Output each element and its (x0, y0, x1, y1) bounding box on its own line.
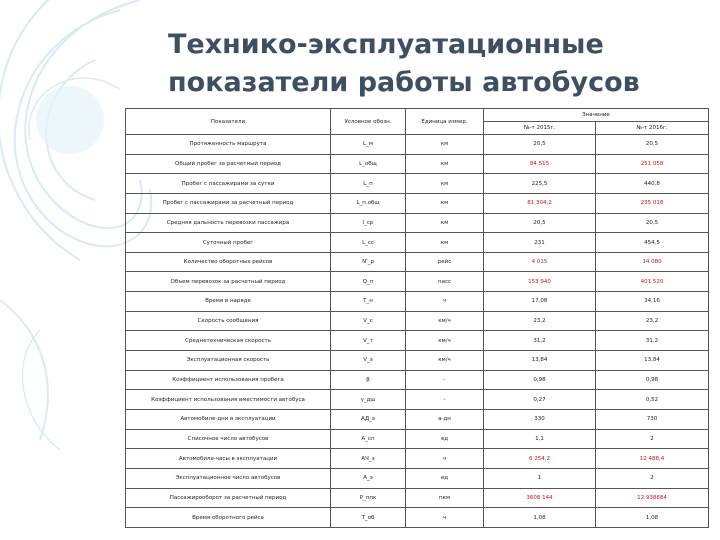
row-value-2016: 235 018 (596, 193, 709, 213)
row-unit: - (406, 370, 484, 390)
row-symbol: γ_дш (331, 390, 406, 410)
row-symbol: Т_об (331, 508, 406, 528)
table-row (126, 390, 709, 410)
row-indicator-label: Списочное число автобусов (126, 429, 331, 449)
row-value-2016: 251 058 (596, 154, 709, 174)
row-value-2016: 34,16 (596, 292, 709, 312)
row-unit: км/ч (406, 311, 484, 331)
row-symbol: АЧ_э (331, 449, 406, 469)
row-unit: км/ч (406, 331, 484, 351)
table-body (126, 135, 709, 528)
table-row (126, 409, 709, 429)
row-value-2016: 12 488,4 (596, 449, 709, 469)
row-indicator-label: Пробег с пассажирами за сутки (126, 174, 331, 194)
row-indicator-label: Средняя дальность перевозки пассажира (126, 213, 331, 233)
row-value-2015: 31,2 (484, 331, 596, 351)
slide-title: Технико-эксплуатационные показатели работы автобусов (168, 29, 640, 98)
row-value-2015: 231 (484, 233, 596, 253)
row-unit: а-дн (406, 409, 484, 429)
row-indicator-label: Пассажирооборот за расчетный период (126, 488, 331, 508)
row-unit: км (406, 213, 484, 233)
row-indicator-label: Время оборотного рейса (126, 508, 331, 528)
row-symbol: L_п.общ (331, 193, 406, 213)
row-symbol: V_т (331, 331, 406, 351)
table-row (126, 233, 709, 253)
row-value-2015: 1,1 (484, 429, 596, 449)
row-unit: км (406, 135, 484, 155)
row-value-2016: 401 520 (596, 272, 709, 292)
header-value: Значение (484, 109, 709, 122)
row-symbol: L_общ (331, 154, 406, 174)
row-symbol: АД_э (331, 409, 406, 429)
row-unit: км (406, 174, 484, 194)
header-year-1: №-т 2015г. (484, 122, 596, 135)
table-row (126, 311, 709, 331)
row-value-2016: 2 (596, 429, 709, 449)
row-value-2016: 20,5 (596, 213, 709, 233)
row-indicator-label: Пробег с пассажирами за расчетный период (126, 193, 331, 213)
table-row (126, 135, 709, 155)
row-symbol: V_э (331, 351, 406, 371)
row-symbol: L_сс (331, 233, 406, 253)
row-symbol: V_с (331, 311, 406, 331)
row-value-2016: 13,84 (596, 351, 709, 371)
row-value-2015: 1 (484, 468, 596, 488)
row-unit: км (406, 193, 484, 213)
table-row (126, 370, 709, 390)
row-unit: ч (406, 508, 484, 528)
row-unit: ч (406, 449, 484, 469)
row-indicator-label: Объем перевозок за расчетный период (126, 272, 331, 292)
row-indicator-label: Протяженность маршрута (126, 135, 331, 155)
table-row (126, 154, 709, 174)
table-row (126, 429, 709, 449)
row-indicator-label: Время в наряде (126, 292, 331, 312)
row-value-2015: 0,27 (484, 390, 596, 410)
row-symbol: L_п (331, 174, 406, 194)
row-indicator-label: Общий пробег за расчетный период (126, 154, 331, 174)
row-value-2016: 454,5 (596, 233, 709, 253)
table-row (126, 351, 709, 371)
row-indicator-label: Среднетехническая скорость (126, 331, 331, 351)
row-value-2016: 12 938684 (596, 488, 709, 508)
row-value-2015: 20,5 (484, 135, 596, 155)
table-row (126, 449, 709, 469)
row-value-2015: 17,08 (484, 292, 596, 312)
row-symbol: N'_р (331, 252, 406, 272)
row-indicator-label: Коэффициент использования вместимости автобуса (126, 390, 331, 410)
row-unit: км (406, 154, 484, 174)
row-indicator-label: Эксплуатационное число автобусов (126, 468, 331, 488)
header-indicator: Показатели (126, 109, 331, 135)
row-value-2016: 31,2 (596, 331, 709, 351)
header-symbol: Условное обозн. (331, 109, 406, 135)
row-symbol: Q_п (331, 272, 406, 292)
row-unit: рейс (406, 252, 484, 272)
row-indicator-label: Эксплуатационная скорость (126, 351, 331, 371)
row-value-2016: 2 (596, 468, 709, 488)
row-symbol: А_э (331, 468, 406, 488)
table-row (126, 213, 709, 233)
table-row (126, 193, 709, 213)
row-unit: км/ч (406, 351, 484, 371)
row-value-2016: 1,08 (596, 508, 709, 528)
row-indicator-label: Коэффициент использования пробега (126, 370, 331, 390)
table-row (126, 174, 709, 194)
row-value-2016: 20,5 (596, 135, 709, 155)
table-row (126, 331, 709, 351)
row-value-2015: 0,98 (484, 370, 596, 390)
row-value-2015: 4 015 (484, 252, 596, 272)
row-value-2015: 81 304,2 (484, 193, 596, 213)
row-value-2015: 23,2 (484, 311, 596, 331)
table-row (126, 272, 709, 292)
row-symbol: L_м (331, 135, 406, 155)
row-value-2015: 3608 144 (484, 488, 596, 508)
table-row (126, 488, 709, 508)
header-year-2: №-т 2016г. (596, 122, 709, 135)
header-unit: Единица измер. (406, 109, 484, 135)
row-value-2015: 153 940 (484, 272, 596, 292)
row-indicator-label: Скорость сообщения (126, 311, 331, 331)
row-value-2015: 13,84 (484, 351, 596, 371)
row-unit: пкм (406, 488, 484, 508)
row-unit: ед (406, 429, 484, 449)
row-value-2015: 330 (484, 409, 596, 429)
row-indicator-label: Автомобиле-часы в эксплуатации (126, 449, 331, 469)
table-row (126, 468, 709, 488)
row-value-2015: 20,5 (484, 213, 596, 233)
table-row (126, 252, 709, 272)
row-value-2016: 14 080 (596, 252, 709, 272)
row-symbol: Р_ппк (331, 488, 406, 508)
row-unit: пасс (406, 272, 484, 292)
row-unit: ед (406, 468, 484, 488)
row-symbol: А_сп (331, 429, 406, 449)
row-unit: - (406, 390, 484, 410)
row-value-2016: 0,98 (596, 370, 709, 390)
row-indicator-label: Автомобиле-дни в эксплуатации (126, 409, 331, 429)
row-value-2016: 730 (596, 409, 709, 429)
row-symbol: β (331, 370, 406, 390)
row-symbol: l_ср (331, 213, 406, 233)
row-value-2015: 1,08 (484, 508, 596, 528)
row-symbol: Т_н (331, 292, 406, 312)
row-value-2016: 0,52 (596, 390, 709, 410)
indicators-table (125, 108, 709, 528)
row-value-2015: 6 254,2 (484, 449, 596, 469)
table-row (126, 292, 709, 312)
row-value-2016: 440,8 (596, 174, 709, 194)
row-value-2016: 23,2 (596, 311, 709, 331)
table-row (126, 508, 709, 528)
row-value-2015: 84 515 (484, 154, 596, 174)
row-indicator-label: Количество оборотных рейсов (126, 252, 331, 272)
row-unit: км (406, 233, 484, 253)
row-unit: ч (406, 292, 484, 312)
row-indicator-label: Суточный пробег (126, 233, 331, 253)
row-value-2015: 225,5 (484, 174, 596, 194)
